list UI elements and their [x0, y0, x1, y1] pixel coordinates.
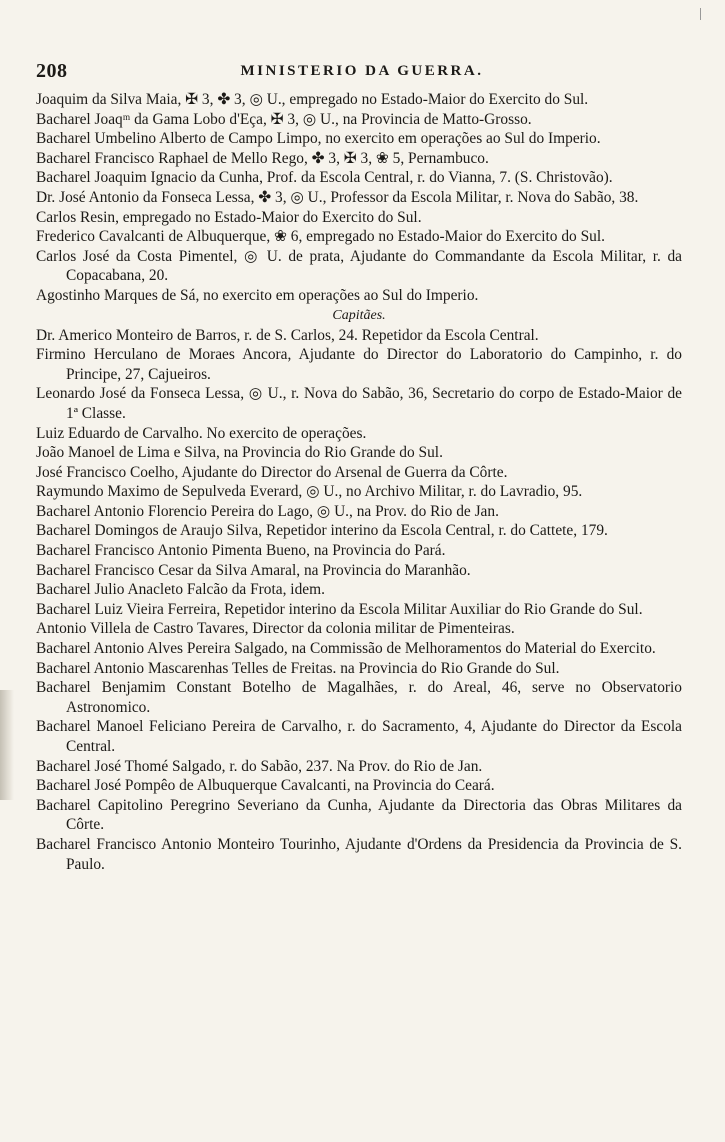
list-entry: Bacharel Francisco Raphael de Mello Rego, ✤ 3, ✠ 3, ❀ 5, Pernambuco.: [36, 149, 489, 167]
list-entry: João Manoel de Lima e Silva, na Provincia do Rio Grande do Sul.: [36, 444, 443, 462]
list-entry: Firmino Herculano de Moraes Ancora, Ajudante do Director do Laboratorio do Campinho, r. do Principe, 27, Cajueiros.: [36, 346, 682, 383]
list-entry: Bacharel Luiz Vieira Ferreira, Repetidor interino da Escola Militar Auxiliar do Rio Grande do Sul.: [36, 600, 643, 618]
list-entry: Bacharel Umbelino Alberto de Campo Limpo, no exercito em operações ao Sul do Imperio.: [36, 130, 601, 148]
list-entry: Bacharel Joaqᵐ da Gama Lobo d'Eça, ✠ 3, ◎ U., na Provincia de Matto-Grosso.: [36, 110, 532, 128]
list-entry: Dr. Americo Monteiro de Barros, r. de S. Carlos, 24. Repetidor da Escola Central.: [36, 326, 539, 344]
list-entry: Joaquim da Silva Maia, ✠ 3, ✤ 3, ◎ U., empregado no Estado-Maior do Exercito do Sul.: [36, 91, 589, 108]
list-entry: Bacharel Capitolino Peregrino Severiano da Cunha, Ajudante da Directoria das Obras Militares da Côrte.: [36, 796, 682, 834]
list-entry: Bacharel Francisco Antonio Pimenta Bueno, na Provincia do Pará.: [36, 542, 446, 560]
list-entry: Leonardo José da Fonseca Lessa, ◎ U., r. Nova do Sabão, 36, Secretario do corpo de Estado-Maior de 1ª Classe.: [36, 385, 682, 422]
list-entry: Bacharel Manoel Feliciano Pereira de Carvalho, r. do Sacramento, 4, Ajudante do Director da Escola Central.: [36, 718, 682, 755]
list-entry: Bacharel José Thomé Salgado, r. do Sabão, 237. Na Prov. do Rio de Jan.: [36, 757, 483, 775]
page-header: [36, 60, 688, 86]
page-number: 208: [36, 60, 68, 82]
page-mark: [700, 8, 701, 20]
list-entry: Bacharel Domingos de Araujo Silva, Repetidor interino da Escola Central, r. do Cattete, 179.: [36, 522, 608, 540]
list-entry: Raymundo Maximo de Sepulveda Everard, ◎ U., no Archivo Militar, r. do Lavradio, 95.: [36, 483, 583, 501]
list-entry: Carlos José da Costa Pimentel, ◎ U. de prata, Ajudante do Commandante da Escola Militar, r. da Copacabana, 20.: [36, 247, 682, 285]
list-entry: Dr. José Antonio da Fonseca Lessa, ✤ 3, ◎ U., Professor da Escola Militar, r. Nova do Sabão, 38.: [36, 188, 639, 206]
list-entry: Bacharel Julio Anacleto Falcão da Frota, idem.: [36, 581, 325, 599]
list-entry: Frederico Cavalcanti de Albuquerque, ❀ 6, empregado no Estado-Maior do Exercito do Sul.: [36, 228, 605, 246]
list-entry: Luiz Eduardo de Carvalho. No exercito de operações.: [36, 424, 367, 442]
list-entry: Bacharel Benjamim Constant Botelho de Magalhães, r. do Areal, 46, serve no Observatorio Astronomico.: [36, 679, 682, 716]
list-entry: Bacharel Antonio Florencio Pereira do Lago, ◎ U., na Prov. do Rio de Jan.: [36, 502, 499, 520]
entry-list-majors: [36, 90, 682, 306]
list-entry: Carlos Resin, empregado no Estado-Maior do Exercito do Sul.: [36, 208, 422, 226]
list-entry: Bacharel Francisco Antonio Monteiro Tourinho, Ajudante d'Ordens da Presidencia da Provincia de S. Paulo.: [36, 835, 682, 873]
list-entry: Bacharel Antonio Mascarenhas Telles de Freitas. na Provincia do Rio Grande do Sul.: [36, 659, 560, 677]
entry-list-captains: [36, 326, 682, 875]
list-entry: Agostinho Marques de Sá, no exercito em operações ao Sul do Imperio.: [36, 286, 479, 304]
section-heading: Capitães.: [332, 307, 386, 323]
list-entry: Bacharel Joaquim Ignacio da Cunha, Prof. da Escola Central, r. do Vianna, 7. (S. Christovão).: [36, 169, 613, 187]
list-entry: Antonio Villela de Castro Tavares, Director da colonia militar de Pimenteiras.: [36, 620, 515, 638]
list-entry: Bacharel Francisco Cesar da Silva Amaral, na Provincia do Maranhão.: [36, 561, 471, 579]
page-body: [36, 90, 682, 874]
page-edge-smudge: [0, 690, 14, 800]
list-entry: José Francisco Coelho, Ajudante do Director do Arsenal de Guerra da Côrte.: [36, 463, 508, 481]
running-head: MINISTERIO DA GUERRA.: [240, 63, 484, 79]
list-entry: Bacharel José Pompêo de Albuquerque Cavalcanti, na Provincia do Ceará.: [36, 777, 495, 795]
list-entry: Bacharel Antonio Alves Pereira Salgado, na Commissão de Melhoramentos do Material do Exercito.: [36, 640, 656, 658]
